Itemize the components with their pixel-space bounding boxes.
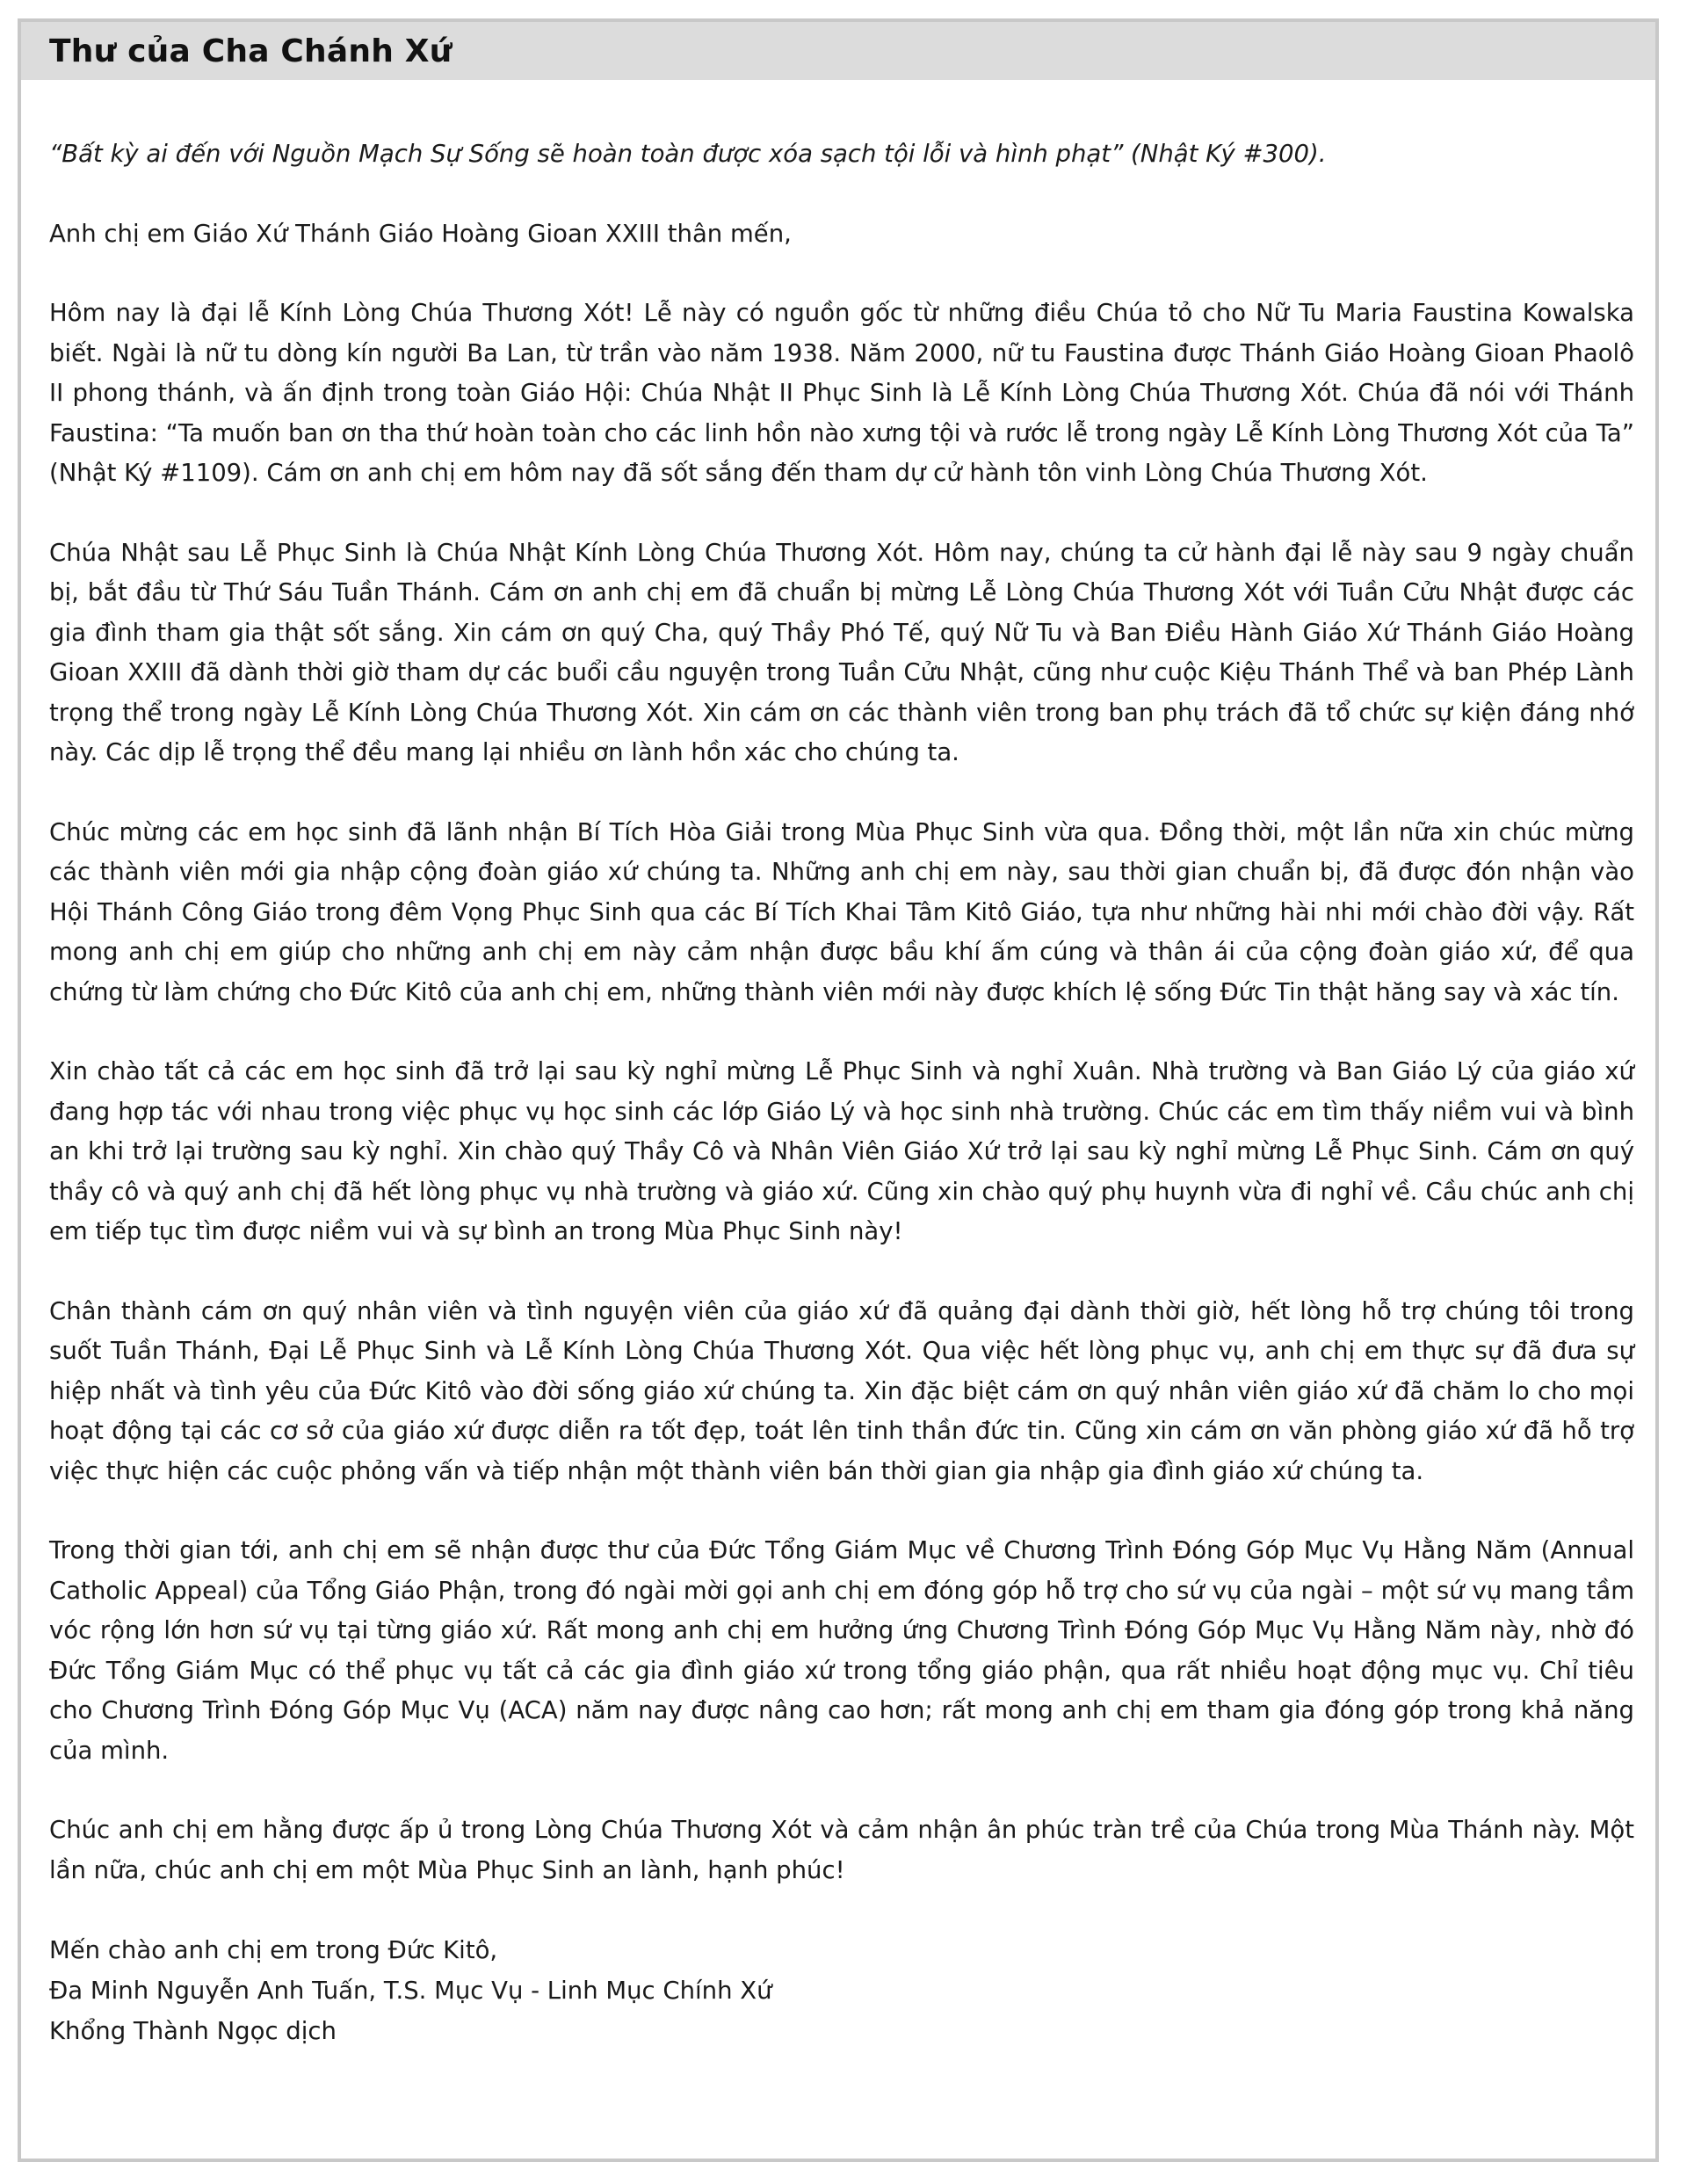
paragraph: Chân thành cám ơn quý nhân viên và tình nguyện viên của giáo xứ đã quảng đại dành thời giờ, hết lòng hỗ trợ chúng tôi trong suốt Tuần Thánh, Đại Lễ Phục Sinh và Lễ Kính Lòng Chúa Thương Xót. Qua việc hết lòng phục vụ, anh chị em thực sự đã đưa sự hiệp nhất và tình yêu của Đức Kitô vào đời sống giáo xứ chúng ta. Xin đặc biệt cám ơn quý nhân viên giáo xứ đã chăm lo cho mọi hoạt động tại các cơ sở của giáo xứ được diễn ra tốt đẹp, toát lên tinh thần đức tin. Cũng xin cám ơn văn phòng giáo xứ đã hỗ trợ việc thực hiện các cuộc phỏng vấn và tiếp nhận một thành viên bán thời gian gia nhập gia đình giáo xứ chúng ta. xyxy=(49,1296,1634,1485)
paragraph: Chúc anh chị em hằng được ấp ủ trong Lòng Chúa Thương Xót và cảm nhận ân phúc tràn trề của Chúa trong Mùa Thánh này. Một lần nữa, chúc anh chị em một Mùa Phục Sinh an lành, hạnh phúc! xyxy=(49,1816,1634,1884)
author-line: Đa Minh Nguyễn Anh Tuấn, T.S. Mục Vụ - Linh Mục Chính Xứ xyxy=(49,1977,772,2005)
title-bar xyxy=(21,22,1655,80)
signature-block xyxy=(49,1930,1634,2051)
greeting: Anh chị em Giáo Xứ Thánh Giáo Hoàng Gioan XXIII thân mến, xyxy=(49,219,792,248)
letter-body xyxy=(21,80,1655,2051)
page-title: Thư của Cha Chánh Xứ xyxy=(49,33,453,69)
paragraph: Hôm nay là đại lễ Kính Lòng Chúa Thương Xót! Lễ này có nguồn gốc từ những điều Chúa tỏ cho Nữ Tu Maria Faustina Kowalska biết. Ngài là nữ tu dòng kín người Ba Lan, từ trần vào năm 1938. Năm 2000, nữ tu Faustina được Thánh Giáo Hoàng Gioan Phaolô II phong thánh, và ấn định trong toàn Giáo Hội: Chúa Nhật II Phục Sinh là Lễ Kính Lòng Chúa Thương Xót. Chúa đã nói với Thánh Faustina: “Ta muốn ban ơn tha thứ hoàn toàn cho các linh hồn nào xưng tội và rước lễ trong ngày Lễ Kính Lòng Thương Xót của Ta” (Nhật Ký #1109). Cám ơn anh chị em hôm nay đã sốt sắng đến tham dự cử hành tôn vinh Lòng Chúa Thương Xót. xyxy=(49,299,1634,487)
letter-frame xyxy=(18,18,1659,2162)
paragraph: Chúc mừng các em học sinh đã lãnh nhận Bí Tích Hòa Giải trong Mùa Phục Sinh vừa qua. Đồng thời, một lần nữa xin chúc mừng các thành viên mới gia nhập cộng đoàn giáo xứ chúng ta. Những anh chị em này, sau thời gian chuẩn bị, đã được đón nhận vào Hội Thánh Công Giáo trong đêm Vọng Phục Sinh qua các Bí Tích Khai Tâm Kitô Giáo, tựa như những hài nhi mới chào đời vậy. Rất mong anh chị em giúp cho những anh chị em này cảm nhận được bầu khí ấm cúng và thân ái của cộng đoàn giáo xứ, để qua chứng từ làm chứng cho Đức Kitô của anh chị em, những thành viên mới này được khích lệ sống Đức Tin thật hăng say và xác tín. xyxy=(49,817,1634,1006)
paragraph: Trong thời gian tới, anh chị em sẽ nhận được thư của Đức Tổng Giám Mục về Chương Trình Đóng Góp Mục Vụ Hằng Năm (Annual Catholic Appeal) của Tổng Giáo Phận, trong đó ngài mời gọi anh chị em đóng góp hỗ trợ cho sứ vụ của ngài – một sứ vụ mang tầm vóc rộng lớn hơn sứ vụ tại từng giáo xứ. Rất mong anh chị em hưởng ứng Chương Trình Đóng Góp Mục Vụ Hằng Năm này, nhờ đó Đức Tổng Giám Mục có thể phục vụ tất cả các gia đình giáo xứ trong tổng giáo phận, qua rất nhiều hoạt động mục vụ. Chỉ tiêu cho Chương Trình Đóng Góp Mục Vụ (ACA) năm nay được nâng cao hơn; rất mong anh chị em tham gia đóng góp trong khả năng của mình. xyxy=(49,1536,1634,1765)
closing-line: Mến chào anh chị em trong Đức Kitô, xyxy=(49,1936,498,1964)
paragraph: Chúa Nhật sau Lễ Phục Sinh là Chúa Nhật Kính Lòng Chúa Thương Xót. Hôm nay, chúng ta cử hành đại lễ này sau 9 ngày chuẩn bị, bắt đầu từ Thứ Sáu Tuần Thánh. Cám ơn anh chị em đã chuẩn bị mừng Lễ Lòng Chúa Thương Xót với Tuần Cửu Nhật được các gia đình tham gia thật sốt sắng. Xin cám ơn quý Cha, quý Thầy Phó Tế, quý Nữ Tu và Ban Điều Hành Giáo Xứ Thánh Giáo Hoàng Gioan XXIII đã dành thời giờ tham dự các buổi cầu nguyện trong Tuần Cửu Nhật, cũng như cuộc Kiệu Thánh Thể và ban Phép Lành trọng thể trong ngày Lễ Kính Lòng Chúa Thương Xót. Xin cám ơn các thành viên trong ban phụ trách đã tổ chức sự kiện đáng nhớ này. Các dịp lễ trọng thể đều mang lại nhiều ơn lành hồn xác cho chúng ta. xyxy=(49,538,1634,766)
translator-line: Khổng Thành Ngọc dịch xyxy=(49,2017,337,2045)
paragraph: Xin chào tất cả các em học sinh đã trở lại sau kỳ nghỉ mừng Lễ Phục Sinh và nghỉ Xuân. Nhà trường và Ban Giáo Lý của giáo xứ đang hợp tác với nhau trong việc phục vụ học sinh các lớp Giáo Lý và học sinh nhà trường. Chúc các em tìm thấy niềm vui và bình an khi trở lại trường sau kỳ nghỉ. Xin chào quý Thầy Cô và Nhân Viên Giáo Xứ trở lại sau kỳ nghỉ mừng Lễ Phục Sinh. Cám ơn quý thầy cô và quý anh chị đã hết lòng phục vụ nhà trường và giáo xứ. Cũng xin chào quý phụ huynh vừa đi nghỉ về. Cầu chúc anh chị em tiếp tục tìm được niềm vui và sự bình an trong Mùa Phục Sinh này! xyxy=(49,1057,1634,1245)
opening-quote: “Bất kỳ ai đến với Nguồn Mạch Sự Sống sẽ hoàn toàn được xóa sạch tội lỗi và hình phạt” (Nhật Ký #300). xyxy=(49,140,1327,168)
